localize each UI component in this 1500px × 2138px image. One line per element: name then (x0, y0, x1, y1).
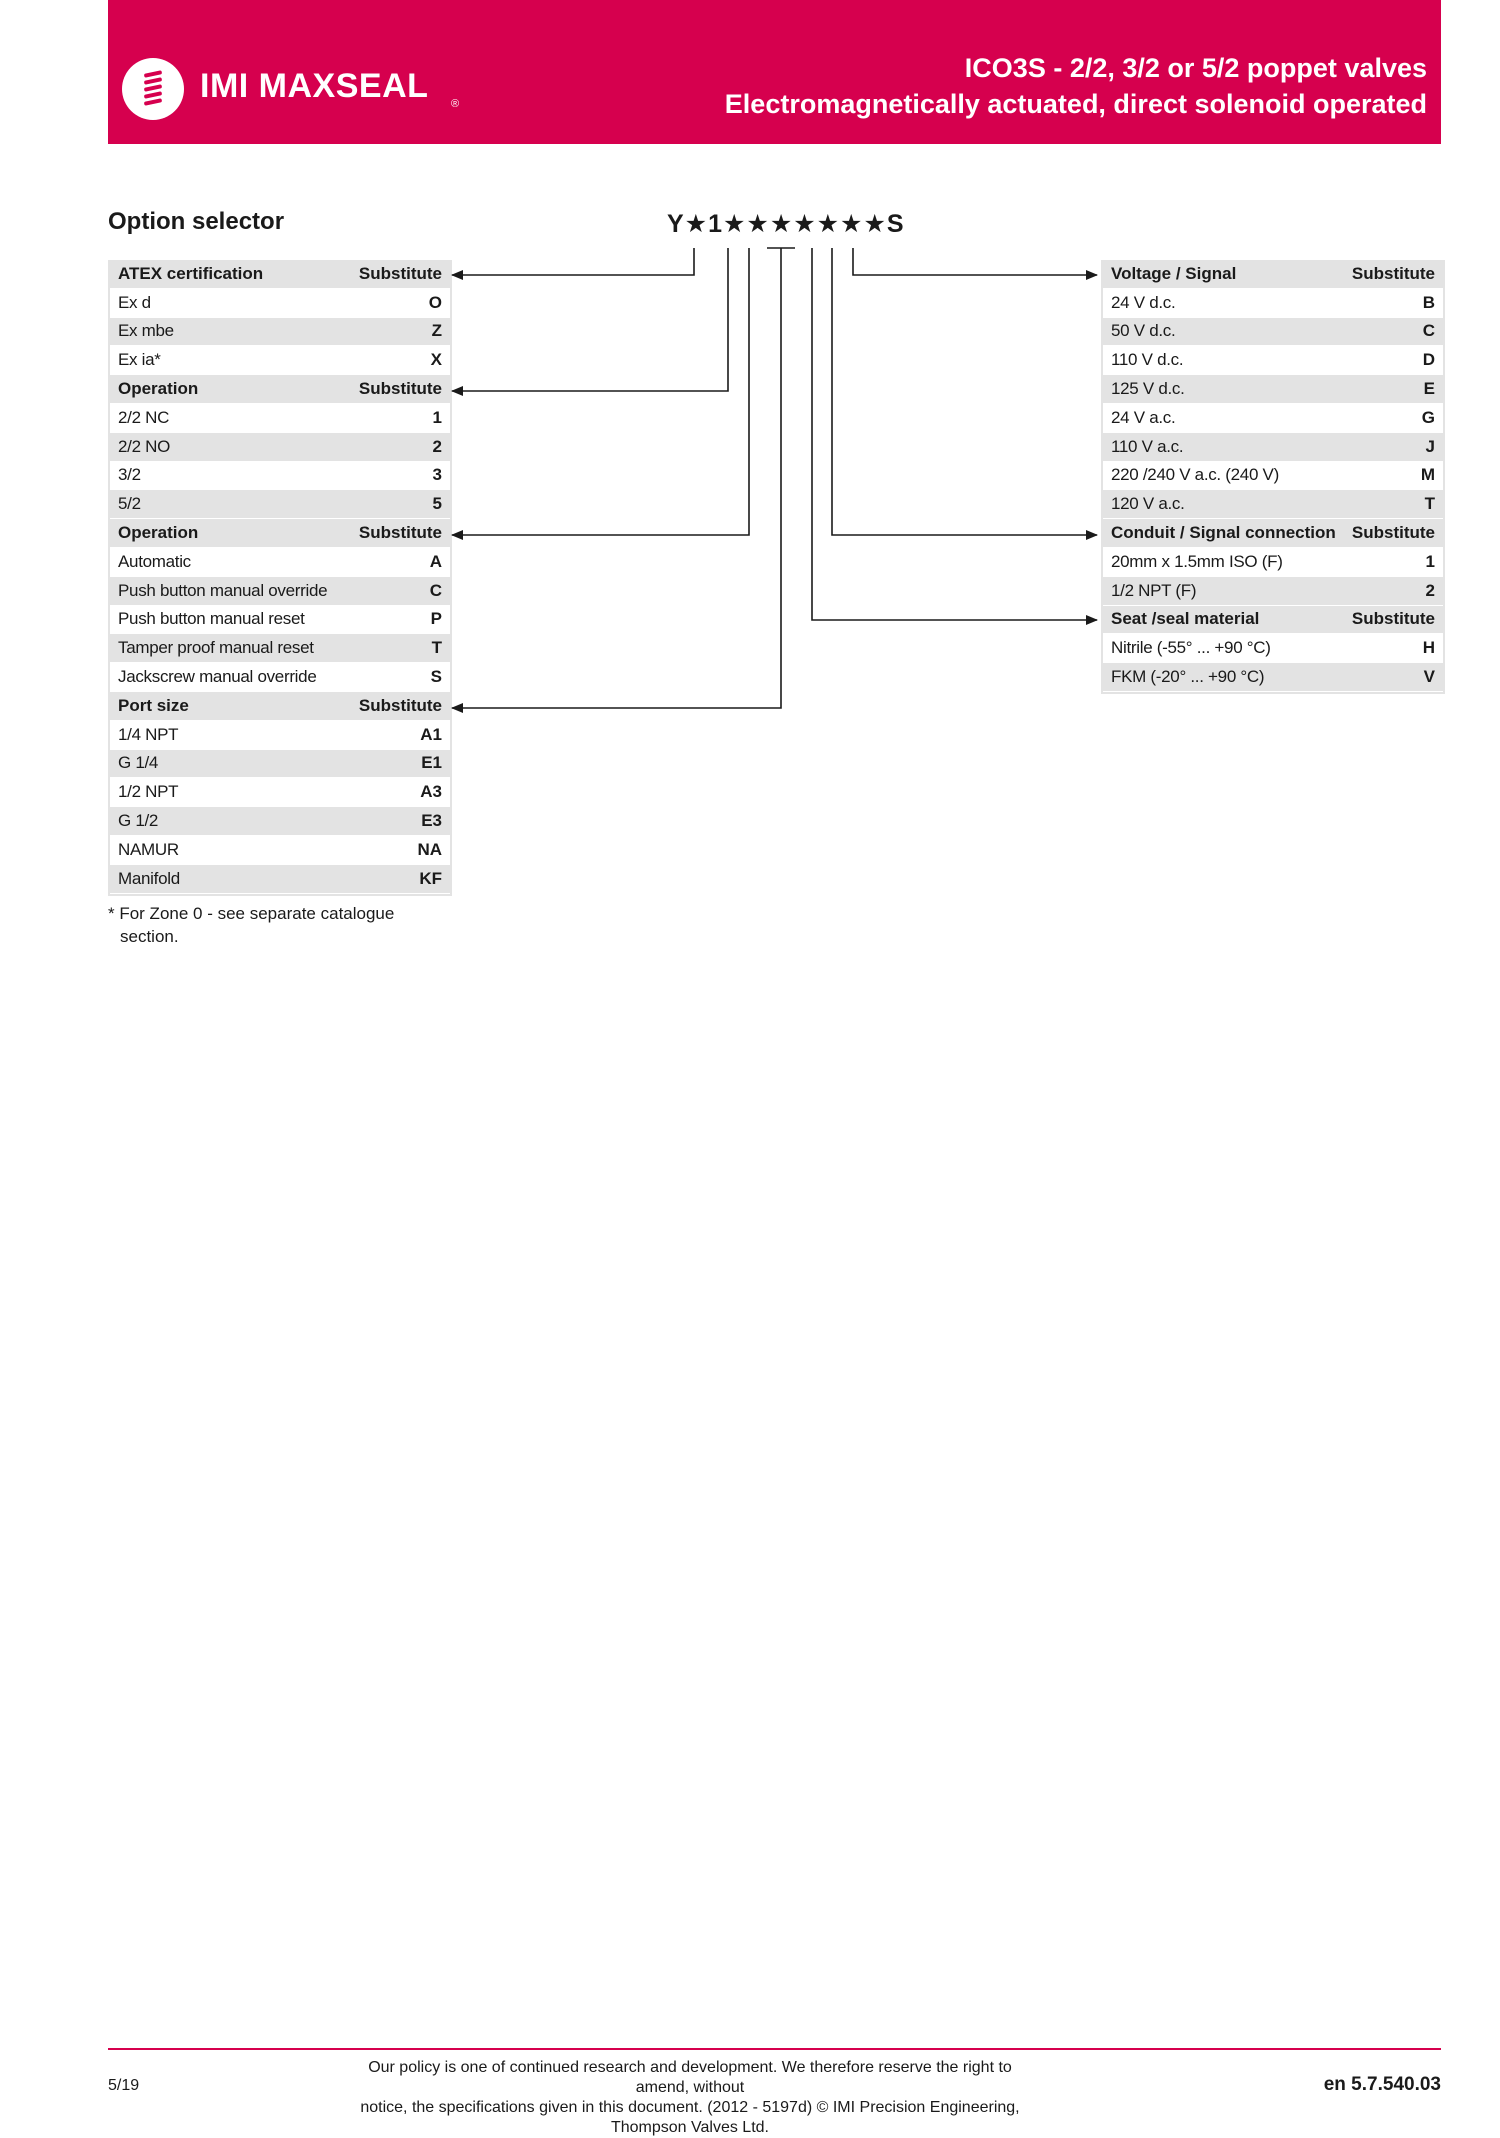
option-code: 3 (432, 465, 442, 485)
substitute-heading: Substitute (358, 523, 442, 543)
option-code: A1 (420, 724, 442, 744)
option-label: Jackscrew manual override (118, 667, 317, 687)
option-code: S (430, 667, 442, 687)
option-label: 20mm x 1.5mm ISO (F) (1111, 551, 1283, 571)
section-title: Voltage / Signal (1111, 263, 1237, 283)
option-code: 2 (1425, 580, 1435, 600)
option-code: G (1421, 407, 1435, 427)
option-label: 24 V a.c. (1111, 407, 1176, 427)
option-code: KF (419, 868, 442, 888)
option-label: Nitrile (-55° ... +90 °C) (1111, 638, 1271, 658)
substitute-heading: Substitute (358, 379, 442, 399)
option-code: H (1422, 638, 1435, 658)
option-label: 24 V d.c. (1111, 292, 1176, 312)
connector-seat-material (812, 248, 1097, 620)
brand-name: IMI MAXSEAL (200, 67, 429, 105)
option-code: 1 (432, 407, 442, 427)
option-label: G 1/4 (118, 753, 159, 773)
option-code: C (1422, 321, 1435, 341)
section-title: Operation (118, 379, 199, 399)
option-label: 2/2 NC (118, 407, 170, 427)
option-code: M (1420, 465, 1435, 485)
document-reference: en 5.7.540.03 (1323, 2074, 1441, 2095)
substitute-heading: Substitute (358, 263, 442, 283)
section-title: Seat /seal material (1111, 609, 1260, 629)
option-label: 110 V d.c. (1111, 350, 1184, 370)
option-code: Z (431, 321, 442, 341)
option-label: 1/2 NPT (118, 782, 179, 802)
option-label: 110 V a.c. (1111, 436, 1184, 456)
substitute-heading: Substitute (358, 695, 442, 715)
option-label: 50 V d.c. (1111, 321, 1176, 341)
option-label: 220 /240 V a.c. (240 V) (1111, 465, 1279, 485)
option-code: 2 (432, 436, 442, 456)
connector-voltage (853, 248, 1097, 275)
option-code: P (430, 609, 442, 629)
option-label: Push button manual reset (118, 609, 305, 629)
option-code: A3 (420, 782, 442, 802)
option-code: E (1423, 379, 1435, 399)
substitute-heading: Substitute (1351, 609, 1435, 629)
option-label: 1/2 NPT (F) (1111, 580, 1197, 600)
option-label: FKM (-20° ... +90 °C) (1111, 667, 1265, 687)
section-title: Operation (118, 523, 199, 543)
option-code: O (428, 292, 442, 312)
footer-divider (108, 2048, 1441, 2050)
option-code: D (1422, 350, 1435, 370)
option-label: Tamper proof manual reset (118, 638, 314, 658)
section-title: Port size (118, 695, 189, 715)
registered-mark: ® (451, 98, 460, 110)
connector-conduit (832, 248, 1097, 535)
section-title: Conduit / Signal connection (1111, 523, 1336, 543)
footer-policy (350, 2058, 1030, 2138)
option-label: NAMUR (118, 839, 179, 859)
footnote-line-2: section. (120, 927, 179, 946)
footer-policy-line-2: notice, the specifications given in this document. (2012 - 5197d) © IMI Precision Engineering, Thompson Valves Ltd. (360, 2099, 1020, 2136)
option-selector-title: Option selector (108, 208, 285, 235)
connector-port-size (452, 248, 781, 708)
option-code: B (1422, 292, 1435, 312)
title-line-1: ICO3S - 2/2, 3/2 or 5/2 poppet valves (964, 53, 1427, 83)
option-code: 5 (432, 494, 442, 514)
option-label: 120 V a.c. (1111, 494, 1185, 514)
option-code: V (1423, 667, 1435, 687)
option-code: A (429, 551, 442, 571)
option-code: J (1425, 436, 1435, 456)
substitute-heading: Substitute (1351, 523, 1435, 543)
option-code: E3 (421, 811, 442, 831)
order-code: Y★1★★★★★★★S (667, 210, 905, 238)
option-label: Automatic (118, 551, 191, 571)
title-line-2: Electromagnetically actuated, direct solenoid operated (724, 89, 1427, 119)
connector-operation (452, 248, 728, 391)
option-label: 1/4 NPT (118, 724, 179, 744)
option-label: Ex d (118, 292, 151, 312)
option-code: T (431, 638, 442, 658)
option-label: G 1/2 (118, 811, 159, 831)
option-label: Ex ia* (118, 350, 161, 370)
substitute-heading: Substitute (1351, 263, 1435, 283)
option-code: 1 (1425, 551, 1435, 571)
option-label: 5/2 (118, 494, 141, 514)
option-code: X (430, 350, 442, 370)
option-label: Push button manual override (118, 580, 328, 600)
option-label: 125 V d.c. (1111, 379, 1185, 399)
footnote (108, 902, 428, 948)
option-code: C (429, 580, 442, 600)
option-label: 3/2 (118, 465, 141, 485)
footer-policy-line-1: Our policy is one of continued research and development. We therefore reserve the right to amend, without (368, 2059, 1012, 2096)
option-label: Ex mbe (118, 321, 174, 341)
option-label: 2/2 NO (118, 436, 171, 456)
option-code: NA (417, 839, 442, 859)
footnote-line-1: * For Zone 0 - see separate catalogue (108, 904, 395, 923)
option-code: E1 (421, 753, 442, 773)
option-code: T (1424, 494, 1435, 514)
connector-atex (452, 248, 694, 275)
section-title: ATEX certification (118, 263, 264, 283)
option-label: Manifold (118, 868, 180, 888)
page-number: 5/19 (108, 2077, 140, 2094)
